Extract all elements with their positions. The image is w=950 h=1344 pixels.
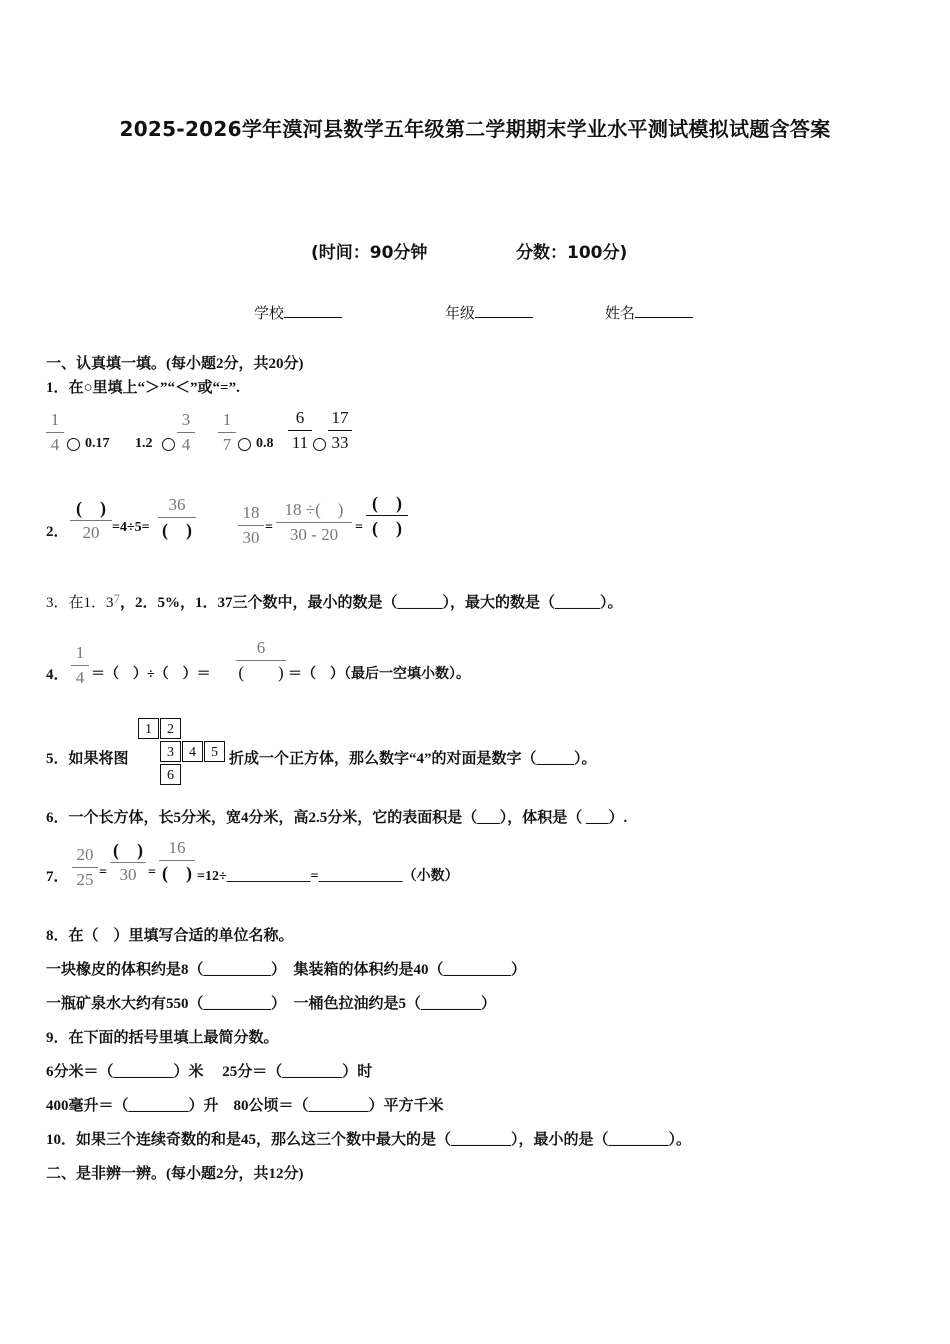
q10-text: 10．如果三个连续奇数的和是45，那么这三个数中最大的是（________），最小的是（________）。 [46,1132,692,1148]
section2-heading: 二、是非辨一辨。(每小题2分，共12分) [46,1166,304,1182]
q1-fraction-d2: 17 33 [328,408,352,453]
q1-c-right: 0.8 [256,436,274,451]
grade-label: 年级 [445,306,476,322]
q2-eq1: = [265,520,273,535]
grade-field[interactable] [445,302,533,323]
q2-fraction-5: ( ) ( ) [366,493,408,538]
name-label: 姓名 [605,306,636,322]
compare-circle-icon[interactable] [238,438,251,451]
q2-fraction-1: ( ) 20 [70,498,112,543]
q2-fraction-2: 36 ( ) [158,495,196,540]
q7-fraction-3: 16 ( ) [159,838,195,883]
exam-score: 分数：100分) [516,243,628,263]
net-cell: 2 [160,718,181,739]
q1-label: 1．在○里填上“＞”“＜”或“=”. [46,380,240,396]
q7-eq1: = [99,865,107,880]
q7-fraction-2: ( ) 30 [110,840,146,885]
q7-label: 7． [46,869,69,885]
q3-text: 3．在1．37，2．5%，1．37三个数中，最小的数是（______），最大的数是（______）。 [46,591,623,611]
q4-label: 4． [46,667,69,683]
q1-fraction-c: 1 7 [218,410,236,455]
name-field[interactable] [605,302,693,323]
q7-rest: =12÷____________=____________（小数） [197,869,459,884]
net-cell: 4 [182,741,203,762]
exam-time: (时间：90分钟 [311,243,428,263]
net-cell: 3 [160,741,181,762]
q1-fraction-d1: 6 11 [288,408,312,453]
school-field[interactable] [254,302,342,323]
q1-b-left: 1.2 [135,436,153,451]
q5-label: 5．如果将图 [46,751,129,767]
q8-line2: 一瓶矿泉水大约有550（_________） 一桶色拉油约是5（________） [46,996,497,1012]
q2-mid: =4÷5= [112,520,150,535]
net-cell: 5 [204,741,225,762]
q1-fraction-b: 3 4 [177,410,195,455]
net-cell: 6 [160,764,181,785]
q9-line1: 6分米＝（________）米 25分＝（________）时 [46,1064,373,1080]
q2-eq2: = [355,520,363,535]
q8-label: 8．在（ ）里填写合适的单位名称。 [46,928,294,944]
q5-rest: 折成一个正方体，那么数字“4”的对面是数字（_____）。 [229,751,597,767]
q4-rest: ＝（ ）（最后一空填小数）。 [288,667,470,682]
q1-a-right: 0.17 [85,436,110,451]
compare-circle-icon[interactable] [67,438,80,451]
compare-circle-icon[interactable] [162,438,175,451]
net-cell: 1 [138,718,159,739]
q7-fraction-1: 20 25 [72,845,98,890]
q9-label: 9．在下面的括号里填上最简分数。 [46,1030,279,1046]
q8-line1: 一块橡皮的体积约是8（_________） 集装箱的体积约是40（_________） [46,962,527,978]
q1-fraction-a: 1 4 [46,410,64,455]
school-label: 学校 [254,306,285,322]
q6-text: 6．一个长方体，长5分米，宽4分米，高2.5分米，它的表面积是（___），体积是（ ___）. [46,810,628,826]
compare-circle-icon[interactable] [313,438,326,451]
q4-fraction-1: 1 4 [71,643,89,688]
q7-eq2: = [148,865,156,880]
q2-label: 2． [46,524,69,540]
section1-heading: 一、认真填一填。(每小题2分，共20分) [46,356,304,372]
q2-fraction-3: 18 30 [238,503,264,548]
page-title: 2025-2026学年漠河县数学五年级第二学期期末学业水平测试模拟试题含答案 [119,117,831,141]
q4-fraction-2: 6 ( ) [236,638,286,683]
q4-mid: ＝（ ）÷（ ）＝ [91,667,211,682]
q2-fraction-4: 18 ÷( ) 30 - 20 [276,500,352,545]
q9-line2: 400毫升＝（________）升 80公顷＝（________）平方千米 [46,1098,444,1114]
